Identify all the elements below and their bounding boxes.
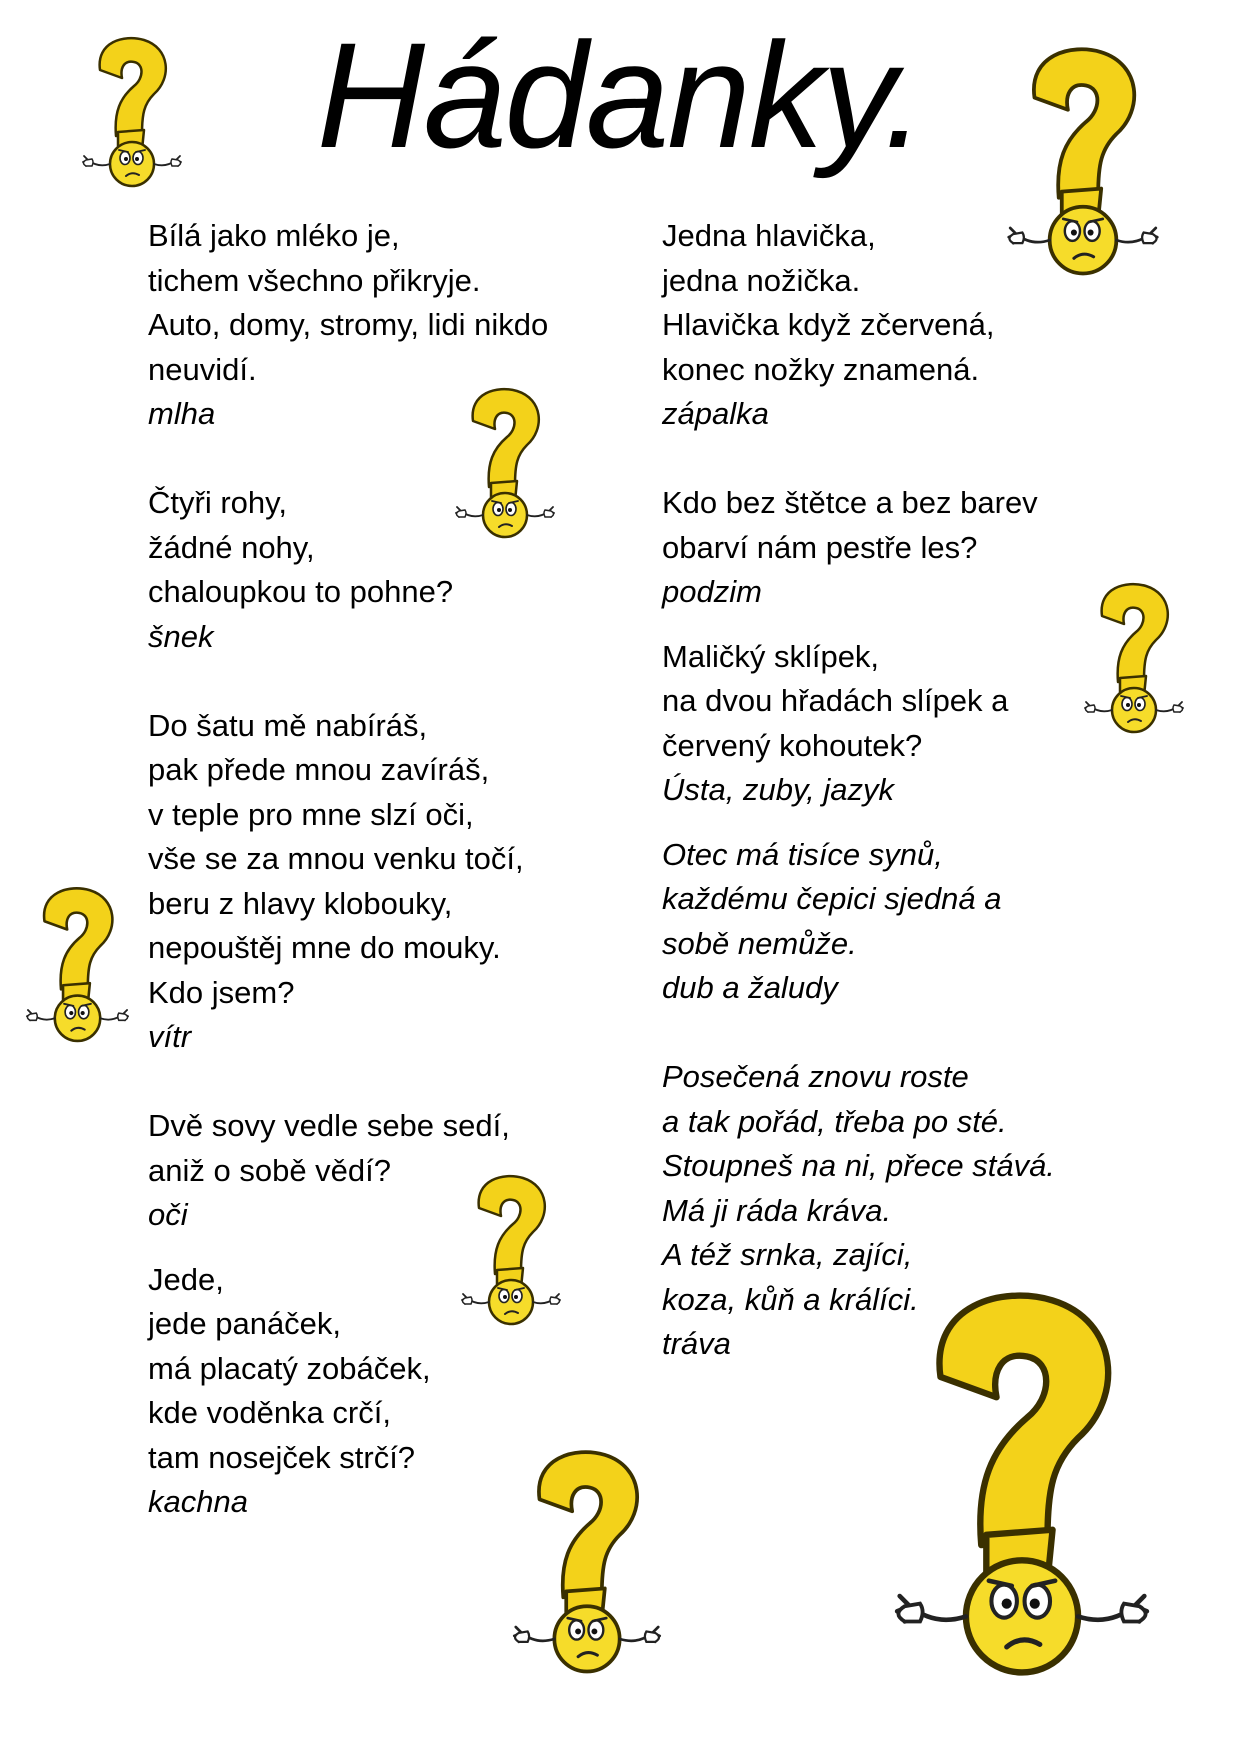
riddle-line: obarví nám pestře les? <box>662 529 978 565</box>
riddle-answer: tráva <box>662 1326 731 1361</box>
riddle-answer: šnek <box>148 618 214 654</box>
page-title: Hádanky. <box>316 11 924 179</box>
riddle-line: vše se za mnou venku točí, <box>148 841 524 876</box>
riddle-line: jedna nožička. <box>662 262 861 298</box>
riddle-dub <box>662 833 1132 1011</box>
riddle-line: kde voděnka crčí, <box>148 1395 391 1430</box>
riddle-line: Do šatu mě nabíráš, <box>148 707 428 743</box>
riddle-line: Čtyři rohy, <box>148 485 287 520</box>
riddle-line: aniž o sobě vědí? <box>148 1152 392 1188</box>
right-column <box>662 214 1132 1367</box>
riddle-line: na dvou hřadách slípek a <box>662 683 1009 718</box>
riddle-answer: zápalka <box>662 396 769 431</box>
riddle-line: žádné nohy, <box>148 529 315 565</box>
riddle-line: Kdo jsem? <box>148 974 295 1010</box>
riddle-line: Auto, domy, stromy, lidi nikdo <box>148 307 549 342</box>
riddle-line: nepouštěj mne do mouky. <box>148 930 501 965</box>
riddle-podzim <box>662 481 1132 615</box>
riddle-answer: Ústa, zuby, jazyk <box>662 772 895 807</box>
riddle-answer: podzim <box>662 574 762 609</box>
riddle-line: neuvidí. <box>148 351 257 387</box>
riddle-line: chaloupkou to pohne? <box>148 574 454 609</box>
riddle-line: A též srnka, zajíci, <box>662 1237 913 1272</box>
riddle-line: Jede, <box>148 1261 224 1297</box>
riddle-line: a tak pořád, třeba po sté. <box>662 1103 1007 1139</box>
riddle-line: Otec má tisíce synů, <box>662 836 943 872</box>
question-mark-mascot-icon <box>25 882 130 1042</box>
riddle-line: tichem všechno přikryje. <box>148 262 481 298</box>
riddle-answer: vítr <box>148 1019 192 1054</box>
question-mark-mascot-icon <box>1083 578 1185 733</box>
riddle-line: Má ji ráda kráva. <box>662 1192 892 1228</box>
question-mark-mascot-icon <box>894 1280 1150 1675</box>
riddle-answer: kachna <box>148 1484 248 1519</box>
riddle-usta <box>662 635 1132 813</box>
riddle-line: červený kohoutek? <box>662 727 923 763</box>
riddle-line: Maličký sklípek, <box>662 638 880 674</box>
riddle-line: jede panáček, <box>148 1306 342 1341</box>
riddle-line: Jedna hlavička, <box>662 218 876 253</box>
riddle-answer: oči <box>148 1197 188 1232</box>
riddle-vitr <box>148 704 618 1060</box>
riddle-line: tam nosejček strčí? <box>148 1439 416 1475</box>
question-mark-mascot-icon <box>82 32 182 187</box>
riddle-answer: mlha <box>148 396 216 431</box>
riddle-line: Dvě sovy vedle sebe sedí, <box>148 1108 510 1143</box>
question-mark-mascot-icon <box>453 383 557 538</box>
riddle-line: má placatý zobáček, <box>148 1350 431 1386</box>
riddle-line: každému čepici sjedná a <box>662 881 1002 916</box>
riddle-answer: dub a žaludy <box>662 970 838 1005</box>
question-mark-mascot-icon <box>1003 40 1163 275</box>
riddle-line: konec nožky znamená. <box>662 351 980 387</box>
riddle-line: Kdo bez štětce a bez barev <box>662 485 1038 520</box>
question-mark-mascot-icon <box>512 1443 662 1673</box>
riddle-line: beru z hlavy klobouky, <box>148 885 453 921</box>
riddle-line: v teple pro mne slzí oči, <box>148 796 474 832</box>
riddle-line: Posečená znovu roste <box>662 1059 969 1094</box>
riddle-line: pak přede mnou zavíráš, <box>148 752 490 787</box>
question-mark-mascot-icon <box>460 1170 562 1325</box>
riddle-line: Stoupneš na ni, přece stává. <box>662 1148 1055 1183</box>
riddle-line: koza, kůň a králíci. <box>662 1281 919 1317</box>
riddle-line: sobě nemůže. <box>662 925 857 961</box>
riddle-line: Hlavička když zčervená, <box>662 307 995 342</box>
riddle-line: Bílá jako mléko je, <box>148 218 400 253</box>
